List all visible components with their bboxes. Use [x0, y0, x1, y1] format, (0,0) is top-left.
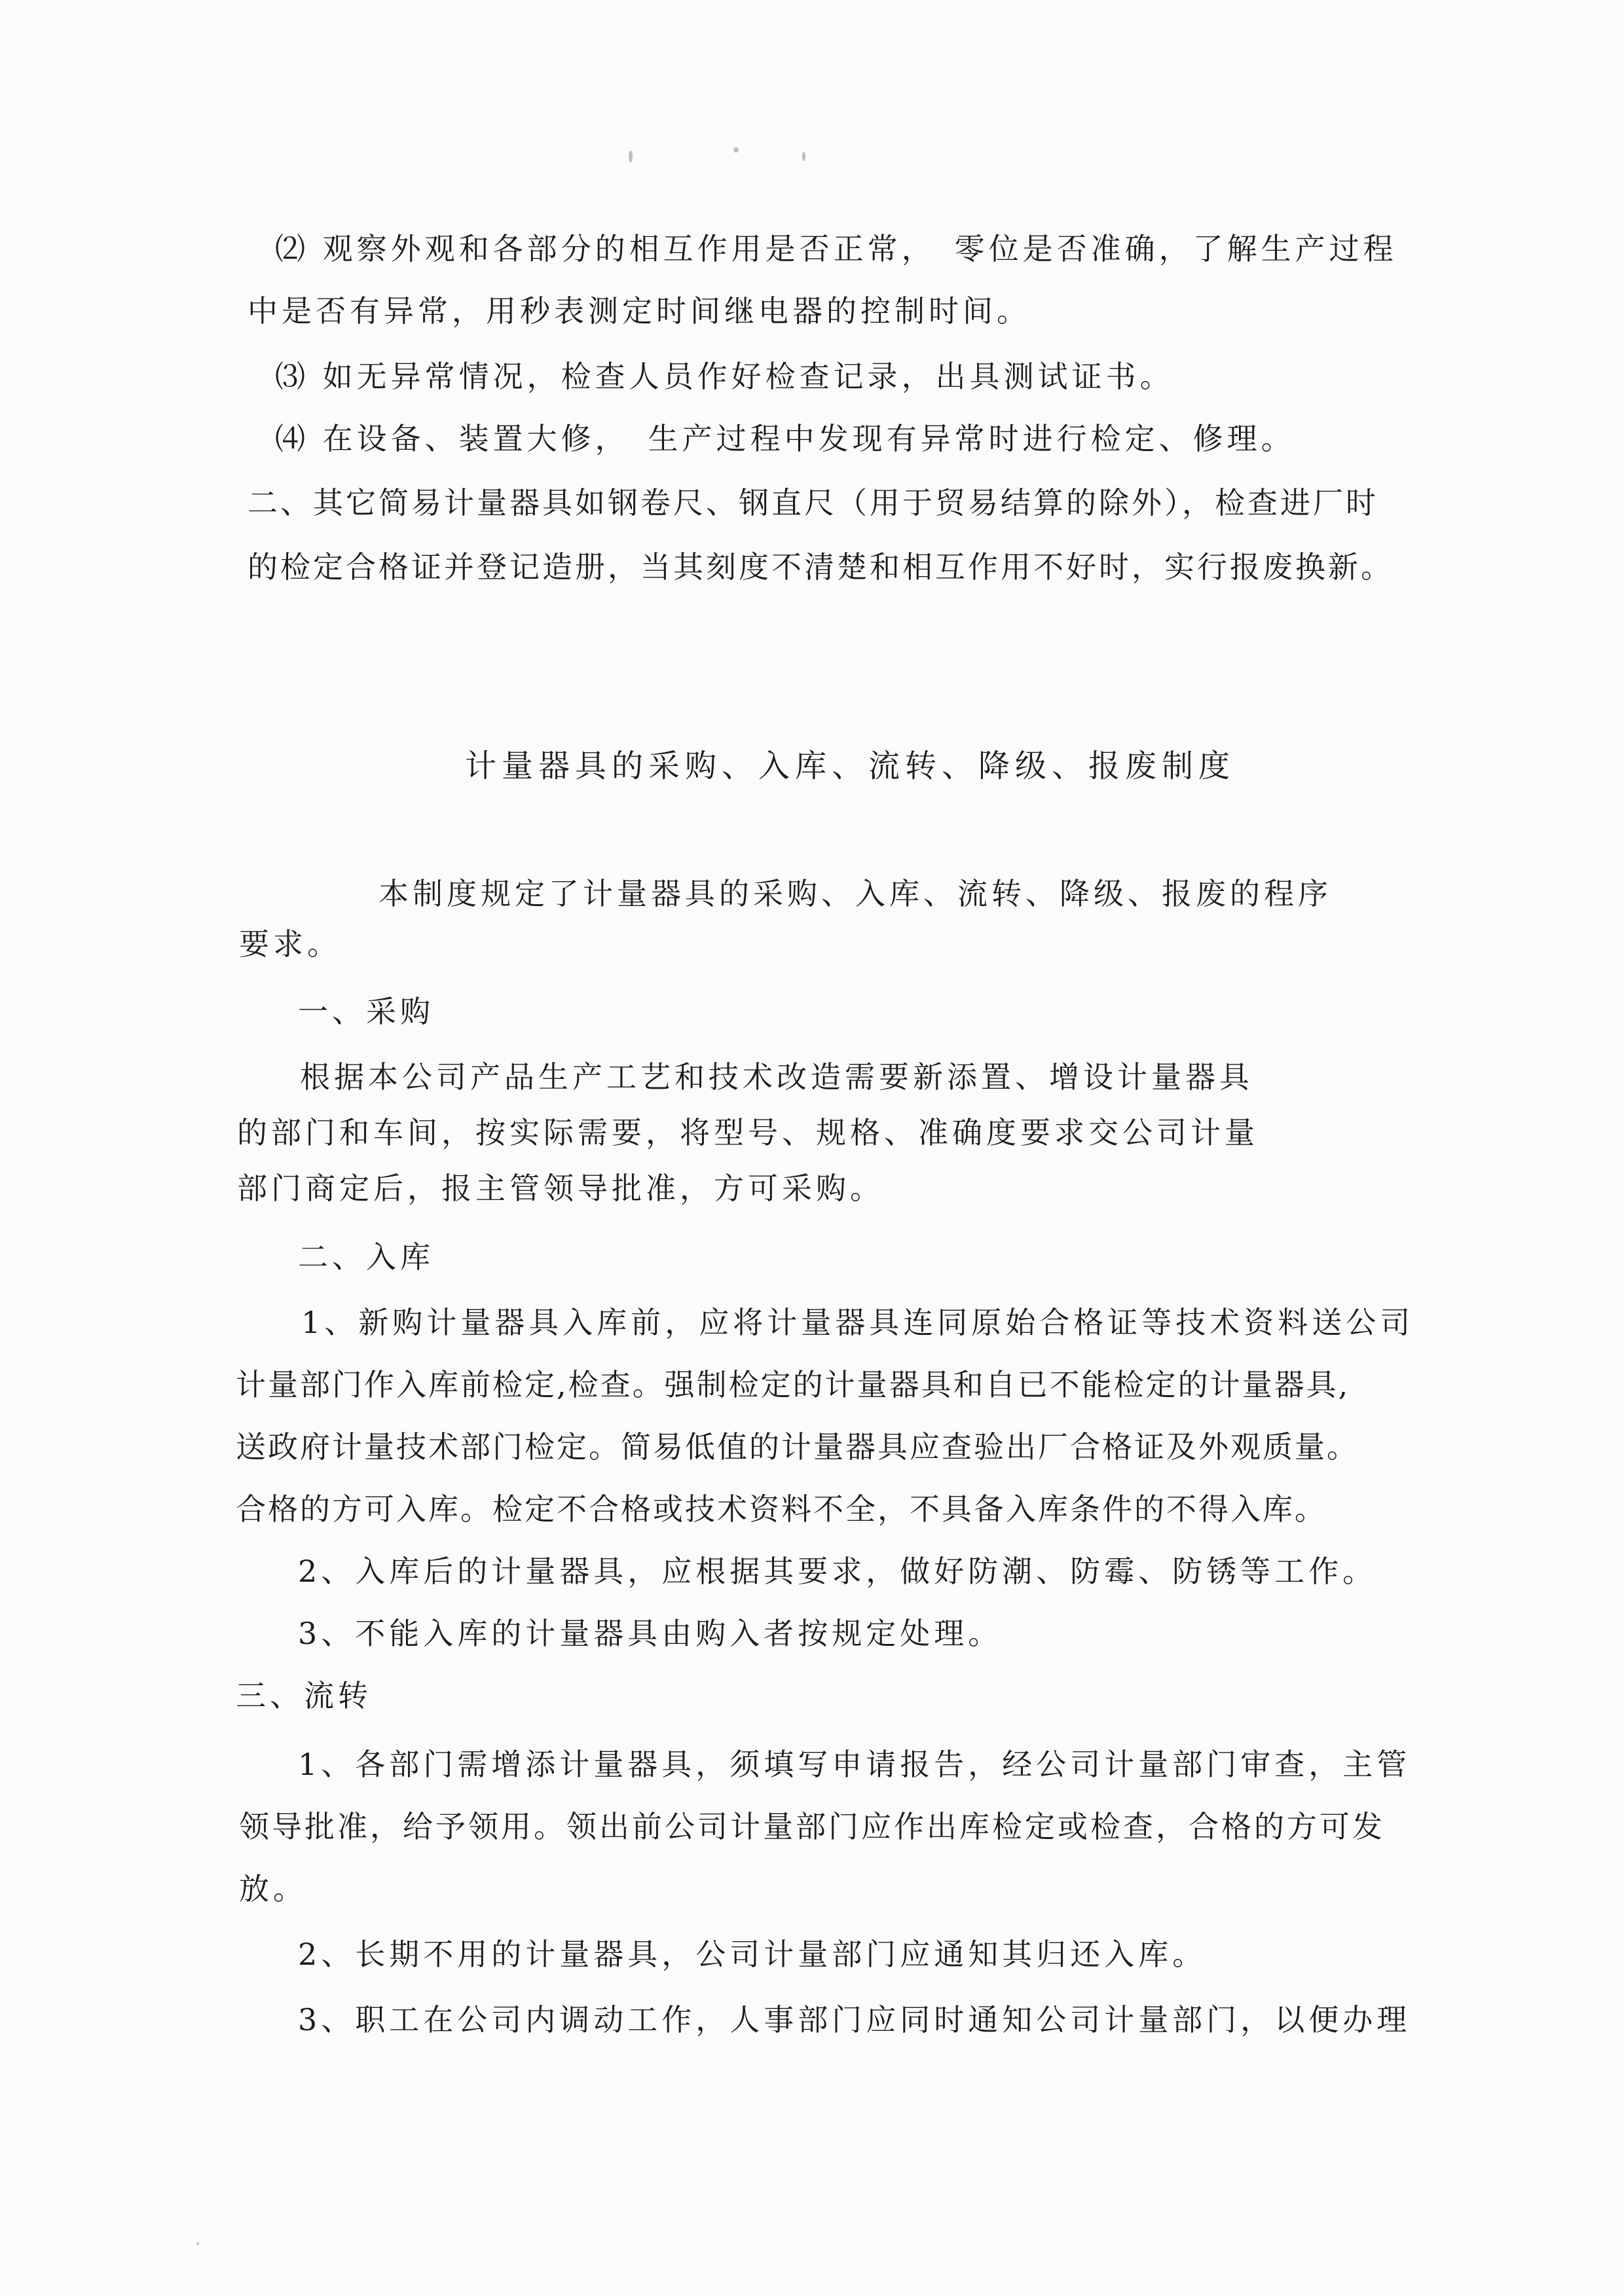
purchase-line: 部门商定后，报主管领导批准，方可采购。: [237, 1171, 884, 1206]
storage-line: 送政府计量技术部门检定。简易低值的计量器具应查验出厂合格证及外观质量。: [236, 1429, 1359, 1465]
storage-heading: 二、入库: [298, 1239, 434, 1275]
storage-line: 3、不能入库的计量器具由购入者按规定处理。: [298, 1616, 1003, 1651]
text-line: ⑶ 如无异常情况，检查人员作好检查记录，出具测试证书。: [275, 359, 1174, 394]
storage-line: 合格的方可入库。检定不合格或技术资料不全，不具备入库条件的不得入库。: [236, 1491, 1327, 1527]
text-line: 的检定合格证并登记造册，当其刻度不清楚和相互作用不好时，实行报废换新。: [248, 549, 1393, 585]
circulation-line: 1、各部门需增添计量器具，须填写申请报告，经公司计量部门审查，主管: [298, 1747, 1411, 1782]
storage-line: 2、入库后的计量器具，应根据其要求，做好防潮、防霉、防锈等工作。: [298, 1554, 1377, 1589]
text-line: ⑵ 观察外观和各部分的相互作用是否正常， 零位是否准确，了解生产过程: [275, 231, 1397, 266]
circulation-line: 3、职工在公司内调动工作，人事部门应同时通知公司计量部门，以便办理: [298, 2002, 1411, 2037]
scan-speck: [629, 151, 633, 162]
purchase-heading: 一、采购: [298, 994, 434, 1029]
text-line: 二、其它简易计量器具如钢卷尺、钢直尺（用于贸易结算的除外），检查进厂时: [248, 485, 1378, 520]
scan-speck: [733, 147, 739, 153]
text-line: ⑷ 在设备、装置大修， 生产过程中发现有异常时进行检定、修理。: [275, 421, 1295, 456]
circulation-line: 放。: [239, 1871, 307, 1906]
text-line: 中是否有异常，用秒表测定时间继电器的控制时间。: [248, 293, 1031, 329]
storage-line: 计量部门作入库前检定,检查。强制检定的计量器具和自已不能检定的计量器具,: [236, 1367, 1350, 1402]
section-title: 计量器具的采购、入库、流转、降级、报废制度: [465, 748, 1236, 784]
circulation-line: 2、长期不用的计量器具，公司计量部门应通知其归还入库。: [298, 1937, 1207, 1972]
scan-speck: [802, 152, 805, 161]
purchase-line: 的部门和车间，按实际需要，将型号、规格、准确度要求交公司计量: [237, 1115, 1259, 1150]
circulation-line: 领导批准，给予领用。领出前公司计量部门应作出库检定或检查，合格的方可发: [239, 1809, 1385, 1844]
intro-line: 本制度规定了计量器具的采购、入库、流转、降级、报废的程序: [378, 876, 1332, 911]
scan-speck: [196, 2242, 199, 2245]
storage-line: 1、新购计量器具入库前，应将计量器具连同原始合格证等技术资料送公司: [301, 1305, 1414, 1340]
intro-line: 要求。: [239, 926, 341, 962]
circulation-heading: 三、流转: [236, 1678, 372, 1713]
purchase-line: 根据本公司产品生产工艺和技术改造需要新添置、增设计量器具: [300, 1059, 1253, 1095]
